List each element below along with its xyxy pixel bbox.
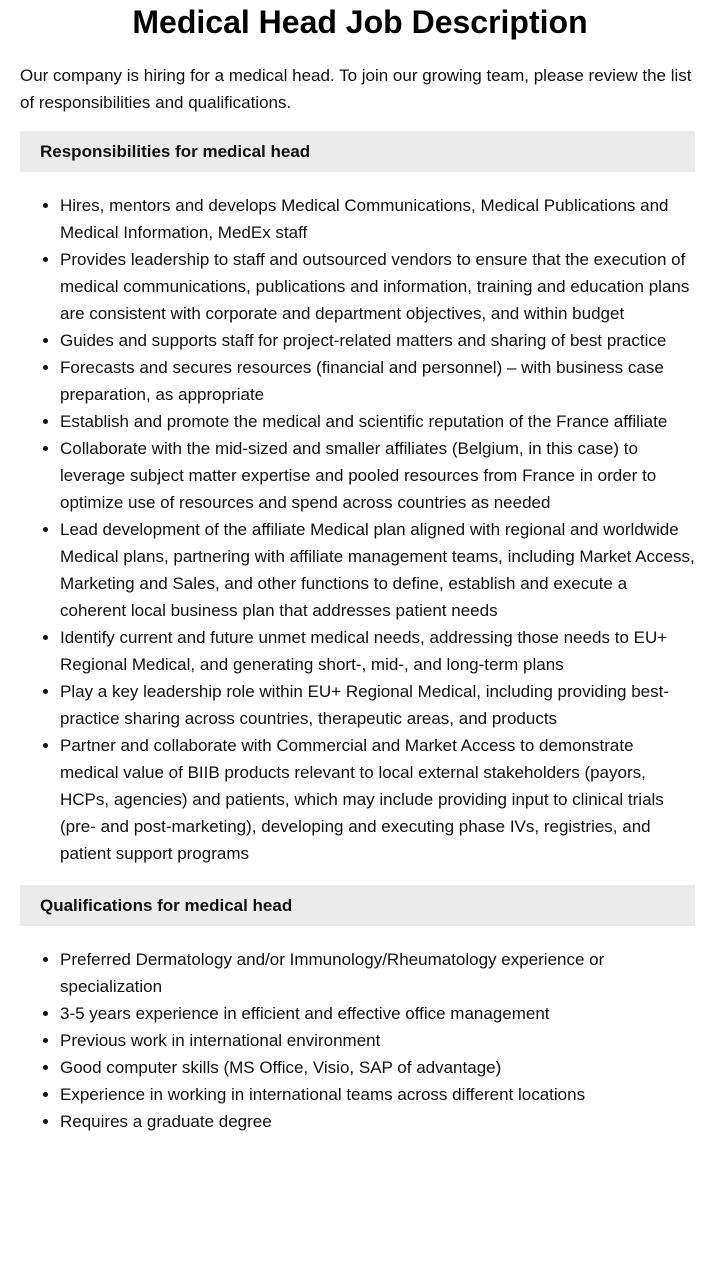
list-item: • Good computer skills (MS Office, Visio, SAP of advantage): [60, 1054, 695, 1081]
list-item: • Preferred Dermatology and/or Immunology/Rheumatology experience or specialization: [60, 946, 695, 1000]
responsibilities-list: [20, 192, 695, 867]
list-item: • Requires a graduate degree: [60, 1108, 695, 1135]
list-item: • Provides leadership to staff and outsourced vendors to ensure that the execution of medical communications, publications and information, training and education plans are consistent with corporate and department objectives, and within budget: [60, 246, 695, 327]
qualifications-heading: Qualifications for medical head: [20, 885, 695, 926]
list-item: • Forecasts and secures resources (financial and personnel) – with business case preparation, as appropriate: [60, 354, 695, 408]
responsibilities-heading: Responsibilities for medical head: [20, 131, 695, 172]
list-item: • Hires, mentors and develops Medical Communications, Medical Publications and Medical Information, MedEx staff: [60, 192, 695, 246]
list-item: • Play a key leadership role within EU+ Regional Medical, including providing best-practice sharing across countries, therapeutic areas, and products: [60, 678, 695, 732]
page-title: Medical Head Job Description: [132, 4, 588, 40]
list-item: • 3-5 years experience in efficient and effective office management: [60, 1000, 695, 1027]
list-item: • Establish and promote the medical and scientific reputation of the France affiliate: [60, 408, 695, 435]
list-item: • Partner and collaborate with Commercial and Market Access to demonstrate medical value of BIIB products relevant to local external stakeholders (payors, HCPs, agencies) and patients, which may include providing input to clinical trials (pre- and post-marketing), developing and executing phase IVs, registries, and patient support programs: [60, 732, 695, 867]
list-item: • Lead development of the affiliate Medical plan aligned with regional and worldwide Medical plans, partnering with affiliate management teams, including Market Access, Marketing and Sales, and other functions to define, establish and execute a coherent local business plan that addresses patient needs: [60, 516, 695, 624]
list-item: • Collaborate with the mid-sized and smaller affiliates (Belgium, in this case) to leverage subject matter expertise and pooled resources from France in order to optimize use of resources and spend across countries as needed: [60, 435, 695, 516]
list-item: • Previous work in international environment: [60, 1027, 695, 1054]
qualifications-list: [20, 946, 695, 1135]
intro-text: Our company is hiring for a medical head. To join our growing team, please review the list of responsibilities and qualifications.: [20, 66, 692, 112]
list-item: • Guides and supports staff for project-related matters and sharing of best practice: [60, 327, 695, 354]
list-item: • Identify current and future unmet medical needs, addressing those needs to EU+ Regional Medical, and generating short-, mid-, and long-term plans: [60, 624, 695, 678]
list-item: • Experience in working in international teams across different locations: [60, 1081, 695, 1108]
